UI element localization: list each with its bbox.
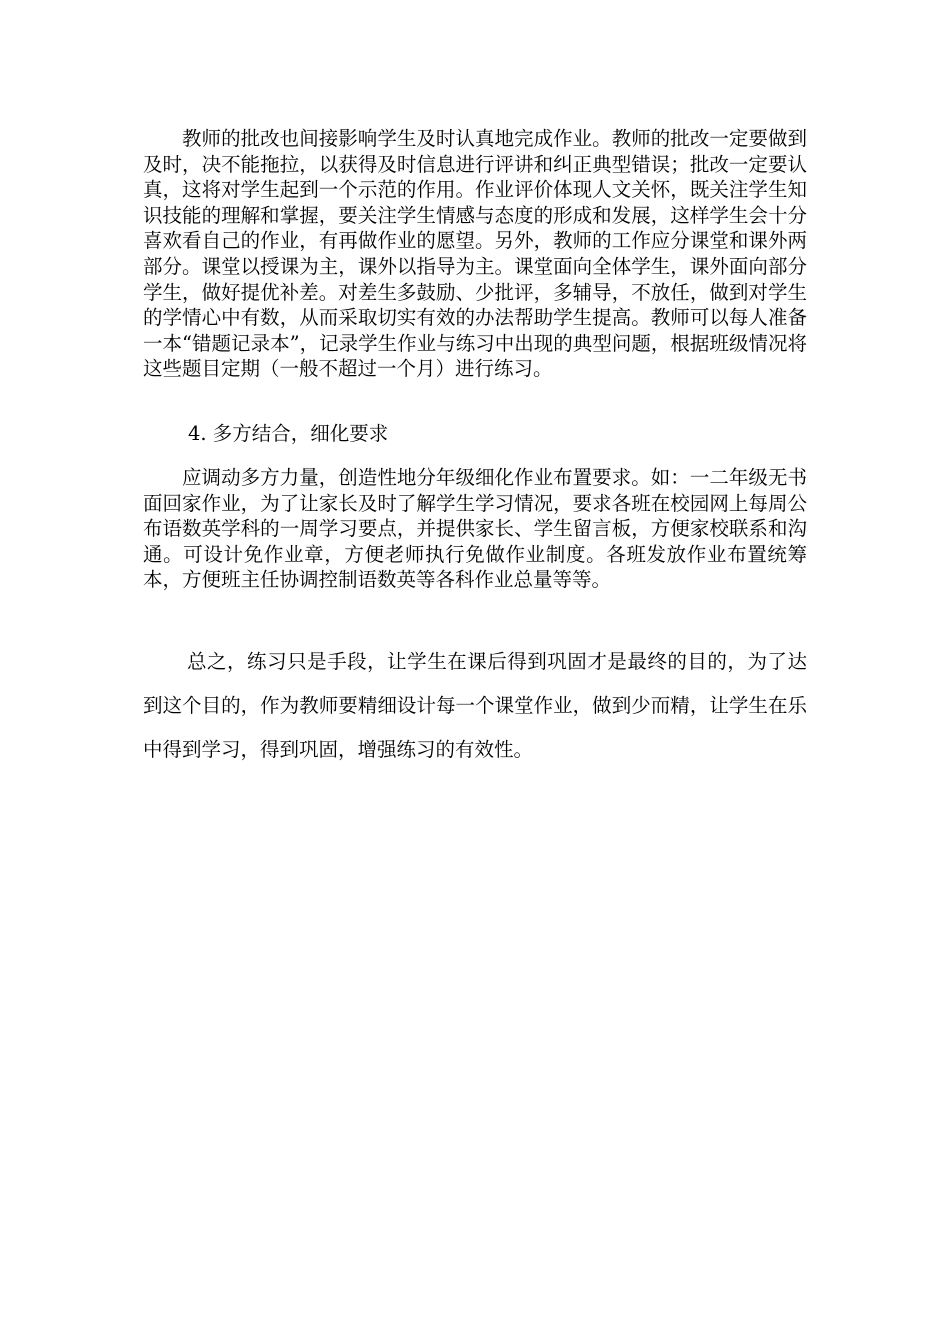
body-paragraph-conclusion: 总之，练习只是手段，让学生在课后得到巩固才是最终的目的，为了达到这个目的，作为教师要精细设计每一个课堂作业，做到少而精，让学生在乐中得到学习，得到巩固，增强练习的有效性。 [143, 650, 807, 761]
section-heading-4: 4. 多方结合，细化要求 [188, 422, 389, 445]
body-paragraph-requirements: 应调动多方力量，创造性地分年级细化作业布置要求。如：一二年级无书面回家作业，为了让家长及时了解学生学习情况，要求各班在校园网上每周公布语数英学科的一周学习要点，并提供家长、学生留言板，方便家校联系和沟通。可设计免作业章，方便老师执行免做作业制度。各班发放作业布置统筹本，方便班主任协调控制语数英等各科作业总量等等。 [143, 466, 807, 592]
body-paragraph-grading: 教师的批改也间接影响学生及时认真地完成作业。教师的批改一定要做到及时，决不能拖拉，以获得及时信息进行评讲和纠正典型错误；批改一定要认真，这将对学生起到一个示范的作用。作业评价体现人文关怀，既关注学生知识技能的理解和掌握，要关注学生情感与态度的形成和发展，这样学生会十分喜欢看自己的作业，有再做作业的愿望。另外，教师的工作应分课堂和课外两部分。课堂以授课为主，课外以指导为主。课堂面向全体学生，课外面向部分学生，做好提优补差。对差生多鼓励、少批评，多辅导，不放任，做到对学生的学情心中有数，从而采取切实有效的办法帮助学生提高。教师可以每人准备一本“错题记录本”，记录学生作业与练习中出现的典型问题，根据班级情况将这些题目定期（一般不超过一个月）进行练习。 [143, 127, 807, 381]
